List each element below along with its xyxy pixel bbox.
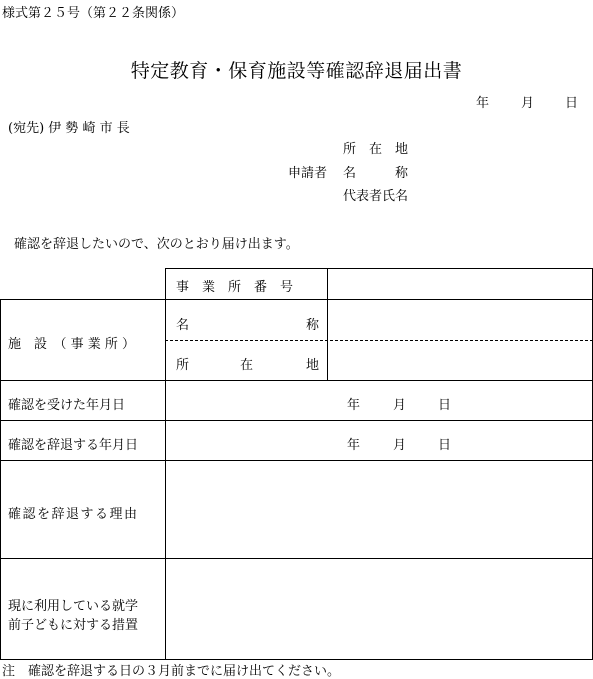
date-year-label: 年: [476, 96, 490, 111]
confirmed-date-day: 日: [438, 398, 452, 413]
reason-field[interactable]: [166, 461, 592, 558]
applicant-label: 申請者: [288, 166, 328, 181]
withdraw-date-month: 月: [393, 438, 407, 453]
representative-label: 代表者氏名: [343, 189, 409, 204]
measures-field[interactable]: [166, 559, 592, 659]
withdraw-date-label: 確認を辞退する年月日: [8, 438, 139, 453]
withdraw-date-day: 日: [438, 438, 452, 453]
office-number-label: 事 業 所 番 号: [176, 280, 294, 295]
date-month-label: 月: [521, 96, 535, 111]
facility-name-field[interactable]: [328, 300, 592, 340]
facility-address-label-mid: 在: [240, 358, 254, 373]
office-number-field[interactable]: [328, 269, 592, 299]
facility-name-label-left: 名: [176, 318, 190, 333]
facility-address-label-left: 所: [176, 358, 190, 373]
confirmed-date-year: 年: [347, 398, 361, 413]
measures-label-line2: 前子どもに対する措置: [8, 618, 139, 633]
facility-name-label-right: 称: [306, 318, 320, 333]
facility-address-field[interactable]: [328, 341, 592, 380]
withdraw-date-year: 年: [347, 438, 361, 453]
note: 注 確認を辞退する日の３月前までに届け出てください。: [2, 664, 341, 679]
form-number: 様式第２５号（第２２条関係）: [2, 6, 185, 21]
date-day-label: 日: [565, 96, 579, 111]
facility-label: 施 設 （ 事 業 所 ）: [8, 337, 136, 352]
facility-address-label-right: 地: [306, 358, 320, 373]
document-title: 特定教育・保育施設等確認辞退届出書: [130, 60, 463, 82]
reason-label: 確認を辞退する理由: [8, 507, 139, 522]
confirmed-date-label: 確認を受けた年月日: [8, 398, 126, 413]
addressee: (宛先) 伊 勢 崎 市 長: [8, 121, 130, 136]
address-label: 所 在 地: [343, 142, 409, 157]
intro-text: 確認を辞退したいので、次のとおり届け出ます。: [14, 237, 299, 252]
measures-label-line1: 現に利用している就学: [8, 599, 139, 614]
confirmed-date-month: 月: [393, 398, 407, 413]
name-label: 名 称: [343, 166, 409, 181]
